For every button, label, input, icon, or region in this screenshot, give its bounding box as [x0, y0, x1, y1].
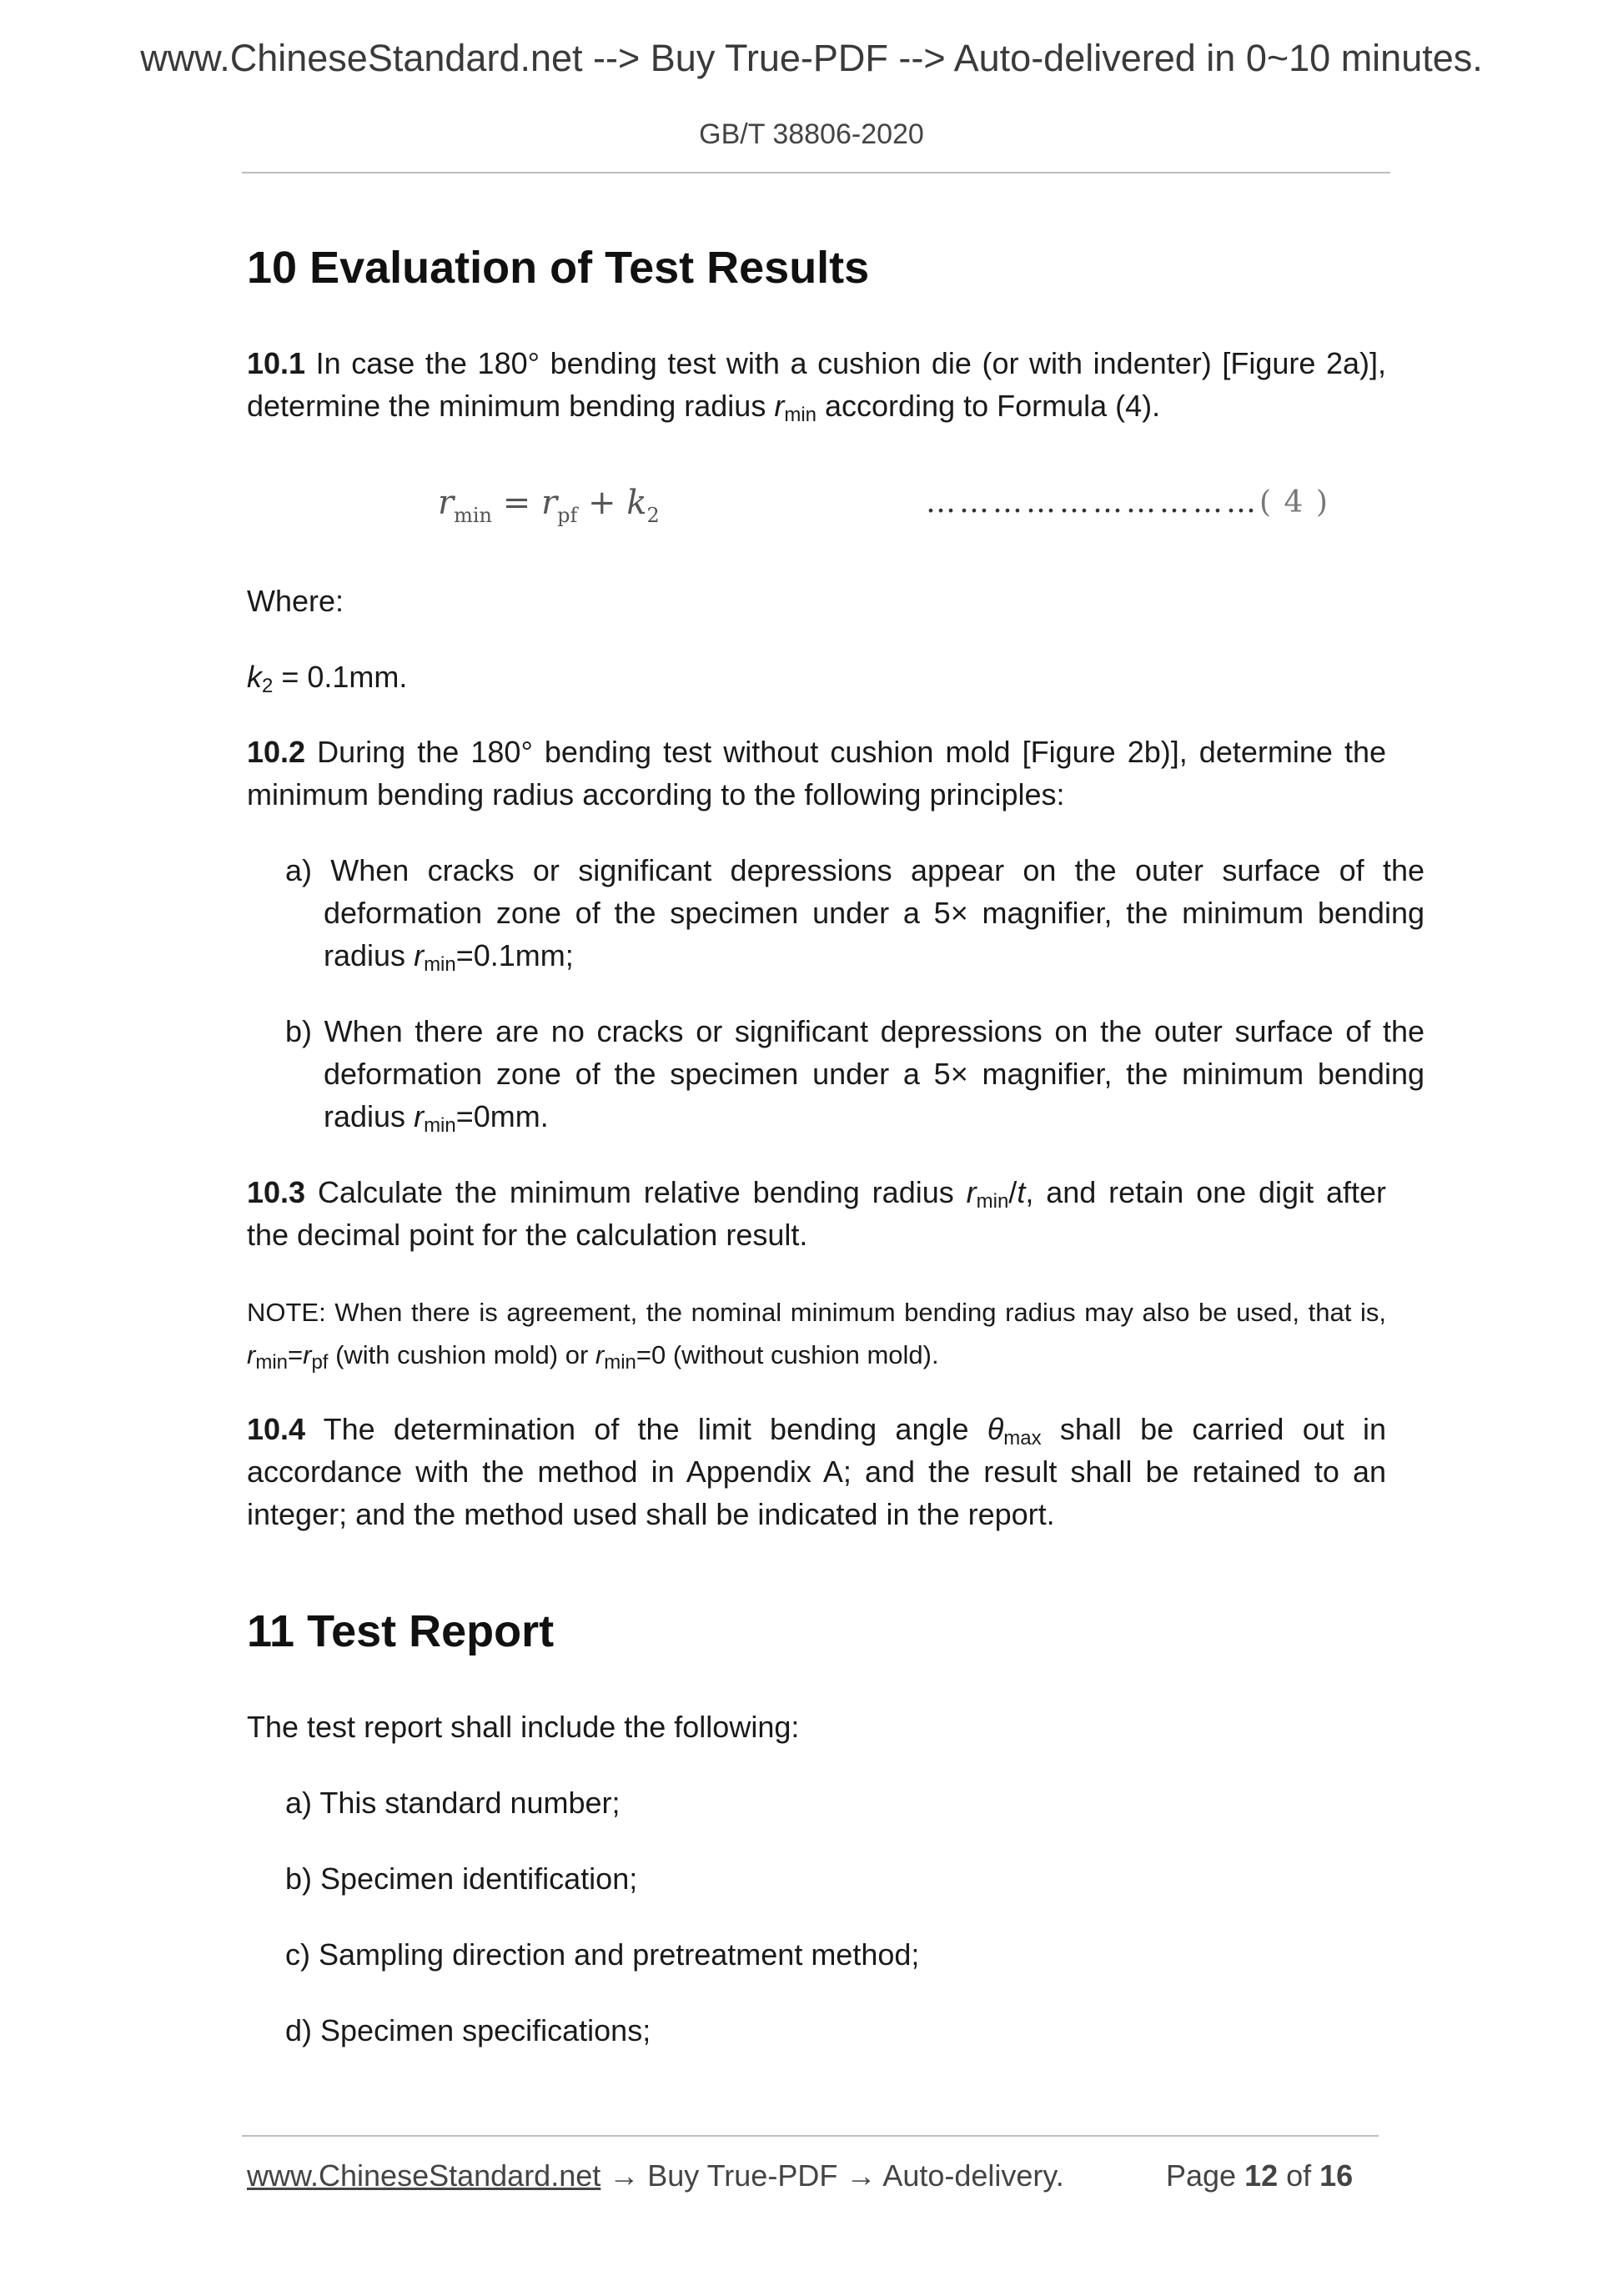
- subscript: max: [1003, 1427, 1042, 1449]
- formula-number: [926, 485, 1329, 520]
- clause-text: During the 180° bending test without cushion mold [Figure 2b)], determine the minimum bending radius according to the following principles:: [247, 735, 1386, 811]
- footer-link[interactable]: www.ChineseStandard.net: [247, 2158, 601, 2193]
- formula-eq: =: [492, 484, 541, 522]
- note-text: (with cushion mold) or: [328, 1340, 595, 1369]
- report-item-a: a) This standard number;: [285, 1786, 621, 1820]
- page-total: 16: [1319, 2158, 1354, 2193]
- clause-text: shall be carried out in accordance with the method in Appendix A; and the result shall be retained to an integer; and the method used shall be indicated in the report.: [247, 1412, 1386, 1531]
- footer-divider: [242, 2135, 1379, 2137]
- footer-promo: [247, 2158, 1064, 2193]
- subscript: min: [424, 1114, 456, 1137]
- clause-10-1: [247, 342, 1386, 427]
- clause-10-3: [247, 1171, 1386, 1256]
- note-eq: =: [288, 1340, 304, 1369]
- section-11-title: 11 Test Report: [247, 1606, 555, 1656]
- symbol-t: t: [1017, 1175, 1026, 1209]
- formula-k: k: [626, 484, 647, 522]
- equation-label: ( 4 ): [1259, 485, 1329, 520]
- symbol-theta: θ: [987, 1412, 1004, 1446]
- slash: /: [1008, 1175, 1018, 1209]
- symbol-r: r: [414, 1099, 425, 1133]
- note-text: =0 (without cushion mold).: [636, 1340, 939, 1369]
- page-of: of: [1278, 2158, 1320, 2193]
- report-intro: The test report shall include the following:: [247, 1710, 800, 1744]
- definition-text: = 0.1mm.: [273, 660, 408, 694]
- clause-text: In case the 180° bending test with a cushion die (or with indenter) [Figure 2a)], determine the minimum bending radius: [247, 346, 1386, 423]
- symbol-r: r: [414, 938, 425, 972]
- k2-definition: [247, 656, 407, 698]
- clause-text: The determination of the limit bending angle: [305, 1412, 987, 1446]
- clause-number: 10.1: [247, 346, 306, 380]
- list-item-b: [285, 1010, 1425, 1138]
- symbol-r: r: [595, 1340, 605, 1369]
- formula-r: r: [540, 484, 558, 522]
- subscript: min: [255, 1351, 288, 1374]
- subscript: min: [604, 1351, 636, 1374]
- clause-text: , and retain one digit after the decimal point for the calculation result.: [247, 1175, 1386, 1252]
- clause-number: 10.3: [247, 1175, 306, 1209]
- symbol-k: k: [247, 660, 262, 694]
- list-item-a: [285, 849, 1425, 977]
- header-divider: [242, 172, 1390, 173]
- symbol-r: r: [247, 1340, 256, 1369]
- section-10-title: 10 Evaluation of Test Results: [247, 243, 870, 293]
- subscript: pf: [311, 1351, 329, 1374]
- note: [247, 1291, 1386, 1376]
- formula-r: r: [438, 484, 455, 522]
- formula-4: [438, 484, 660, 527]
- note-text: NOTE: When there is agreement, the nominal minimum bending radius may also be used, that is,: [247, 1298, 1386, 1327]
- subscript: 2: [262, 675, 274, 697]
- report-item-d: d) Specimen specifications;: [285, 2013, 651, 2047]
- document-id: GB/T 38806-2020: [699, 118, 924, 150]
- clause-10-4: [247, 1408, 1386, 1535]
- formula-sub: pf: [557, 504, 578, 527]
- item-tail: =0.1mm;: [455, 938, 574, 972]
- page-label: Page: [1166, 2158, 1245, 2193]
- formula-plus: +: [577, 484, 627, 522]
- top-banner[interactable]: www.ChineseStandard.net --> Buy True-PDF --> Auto-delivered in 0~10 minutes.: [140, 37, 1483, 79]
- item-text: a) When cracks or significant depressions appear on the outer surface of the deformation zone of the specimen under a 5× magnifier, the minimum bending radius: [285, 853, 1425, 972]
- leader-dots: …………………………: [926, 485, 1259, 520]
- where-label: Where:: [247, 584, 344, 618]
- page-number: 12: [1244, 2158, 1279, 2193]
- clause-number: 10.2: [247, 735, 306, 769]
- report-item-b: b) Specimen identification;: [285, 1861, 638, 1896]
- subscript: min: [976, 1190, 1009, 1213]
- clause-number: 10.4: [247, 1412, 306, 1446]
- symbol-r: r: [774, 389, 785, 423]
- clause-10-2: [247, 731, 1386, 816]
- page-indicator: [1166, 2158, 1353, 2193]
- item-tail: =0mm.: [455, 1099, 549, 1133]
- item-text: b) When there are no cracks or significant depressions on the outer surface of the deformation zone of the specimen under a 5× magnifier, the minimum bending radius: [285, 1014, 1425, 1133]
- clause-text: Calculate the minimum relative bending radius: [305, 1175, 967, 1209]
- report-item-c: c) Sampling direction and pretreatment method;: [285, 1937, 920, 1972]
- subscript: min: [424, 953, 456, 976]
- clause-text: according to Formula (4).: [817, 389, 1161, 423]
- formula-sub: 2: [646, 504, 660, 527]
- formula-sub: min: [454, 504, 493, 527]
- symbol-r: r: [966, 1175, 977, 1209]
- symbol-r: r: [303, 1340, 312, 1369]
- footer-promo-text: → Buy True-PDF → Auto-delivery.: [600, 2158, 1064, 2193]
- subscript: min: [784, 404, 817, 426]
